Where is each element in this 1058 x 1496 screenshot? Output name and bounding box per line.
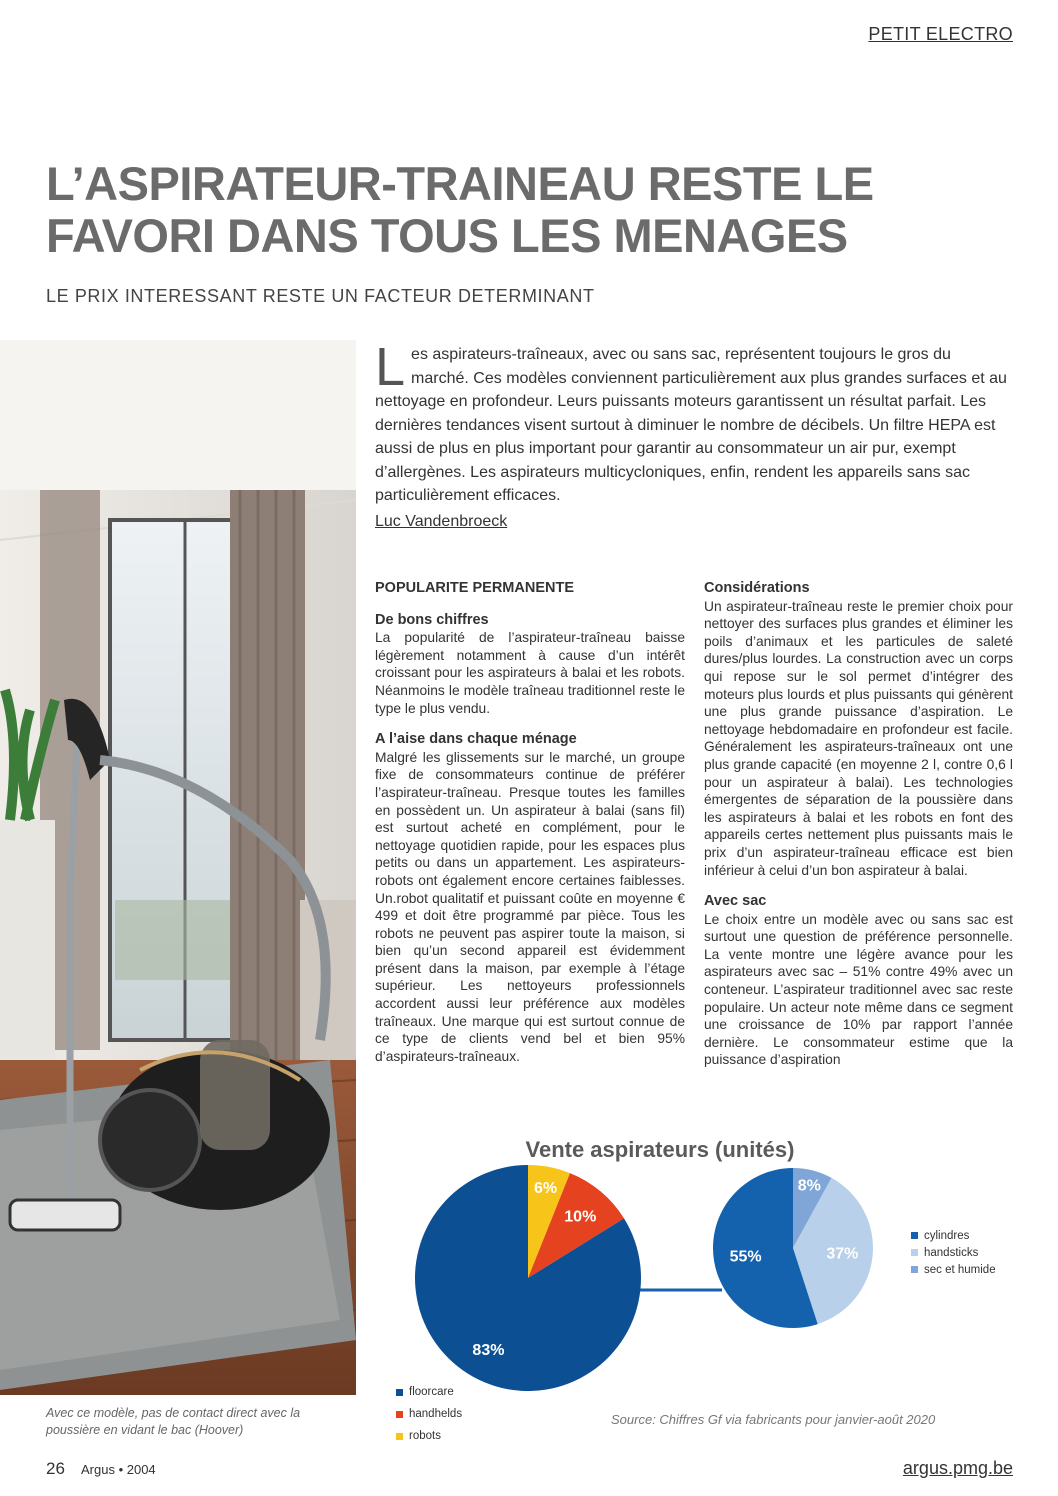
legend-main <box>396 1381 462 1447</box>
legend-label: robots <box>409 1430 441 1442</box>
paragraph: Un aspirateur-traîneau reste le premier choix pour nettoyer des surfaces plus grandes et éliminer les poils d’animaux et les particules de saleté dures/plus lourdes. La construction avec un corps qui repose sur le sol permet d’intégrer des moteurs plus lourds et plus puissants qui génèrent une plus grande puissance d’aspiration. Le nettoyage hebdomadaire en profondeur est facile. Généralement les aspirateurs-traîneaux ont une plus grande capacité (en moyenne 2 l, contre 0,6 l pour un aspirateur à balai). Les technologies émergentes de séparation de la poussière dans les aspirateurs à balai et les robots en font des appareils certes nettement plus puissants mais le prix d’un aspirateur-traîneau efficace est bien inférieur à celui d’un bon aspirateur à balai. <box>704 598 1013 878</box>
legend-detail <box>911 1227 996 1278</box>
text-column-right <box>704 580 1013 1083</box>
legend-label: cylindres <box>924 1229 970 1242</box>
legend-swatch <box>396 1411 403 1418</box>
legend-item-floorcare <box>396 1381 462 1403</box>
site-url-link[interactable]: argus.pmg.be <box>902 1458 1013 1478</box>
subheading: De bons chiffres <box>375 611 489 628</box>
slice-label-floorcare: 83% <box>472 1342 505 1360</box>
paragraph: Le choix entre un modèle avec ou sans sac est surtout une question de préférence personnelle. La vente montre une légère avance pour les aspirateurs avec sac – 51% contre 49% avec un conteneur. L’aspirateur traditionnel avec sac reste populaire. Un acteur note même dans ce segment une croissance de 10% par rapport l’année dernière. Le consommateur estime que la puissance d’aspiration <box>704 911 1013 1068</box>
subheading: Avec sac <box>704 893 767 910</box>
legend-item-sec-et-humide <box>911 1261 996 1278</box>
page-number: 26 <box>46 1459 65 1478</box>
legend-item-handsticks <box>911 1244 996 1261</box>
slice-label-cylindres: 55% <box>729 1248 762 1266</box>
legend-swatch <box>396 1433 403 1440</box>
drop-cap: L <box>375 337 406 397</box>
intro-paragraph <box>375 337 1013 508</box>
photo-caption: Avec ce modèle, pas de contact direct avec la poussière en vidant le bac (Hoover) <box>46 1406 301 1437</box>
subheading: Considérations <box>704 580 810 596</box>
pie-charts <box>360 1160 960 1405</box>
legend-swatch <box>911 1232 918 1239</box>
article-subtitle: LE PRIX INTERESSANT RESTE UN FACTEUR DETERMINANT <box>46 286 595 306</box>
legend-item-cylindres <box>911 1227 996 1244</box>
paragraph: La popularité de l’aspirateur-traîneau baisse légèrement notamment à cause d’un intérêt croissant pour les aspirateurs à balai et les robots. Néanmoins le modèle traîneau traditionnel reste le type le plus vendu. <box>375 630 685 716</box>
slice-label-robots: 6% <box>533 1180 558 1198</box>
legend-swatch <box>911 1249 918 1256</box>
legend-label: sec et humide <box>924 1263 996 1276</box>
legend-label: handsticks <box>924 1246 979 1259</box>
text-column-left <box>375 580 685 1079</box>
author-byline[interactable]: Luc Vandenbroeck <box>375 513 508 530</box>
legend-item-handhelds <box>396 1403 462 1425</box>
intro-text: es aspirateurs-traîneaux, avec ou sans sac, représentent toujours le gros du marché. Ces modèles conviennent particulièrement aux plus grandes surfaces et au nettoyage en profondeur. Leurs puissants moteurs garantissent un résultat parfait. Les dernières tendances visent surtout à diminuer le nombre de décibels. Un filtre HEPA est aussi de plus en plus important pour garantir au consommateur un air pur, exempt d’allergènes. Les aspirateurs multicycloniques, enfin, rendent les appareils sans sac particulièrement efficaces. <box>375 346 1007 504</box>
legend-swatch <box>396 1389 403 1396</box>
publication-name: Argus • 2004 <box>81 1462 156 1477</box>
legend-label: handhelds <box>409 1408 463 1420</box>
slice-label-handhelds: 10% <box>564 1208 597 1226</box>
section-heading: POPULARITE PERMANENTE <box>375 580 574 596</box>
chart-title: Vente aspirateurs (unités) <box>525 1137 795 1162</box>
slice-label-sec-et-humide: 8% <box>797 1177 821 1195</box>
subheading: A l’aise dans chaque ménage <box>375 731 577 748</box>
article-title: L’ASPIRATEUR-TRAINEAU RESTE LE FAVORI DANS TOUS LES MENAGES <box>46 157 874 262</box>
legend-swatch <box>911 1266 918 1273</box>
paragraph: Malgré les glissements sur le marché, un groupe fixe de consommateurs continue de préférer l’aspirateur-traîneau. Presque toutes les familles en possèdent un. Un aspirateur à balai (sans fil) est surtout acheté en complément, pour le nettoyage quotidien rapide, pour les espaces plus petits ou dans un appartement. Les aspirateurs-robots ont également encore certaines faiblesses. Un.robot qualitatif et puissant coûte en moyenne € 499 et doit être programmé par pièce. Tous les robots ne peuvent pas aspirer toute la maison, si bien qu’un second appareil est évidemment présent dans la maison, par exemple à l’étage supérieur. Les nettoyeurs professionnels accordent aussi leur préférence aux modèles traîneaux. Une marque qui est surtout connue de ce type de clients vend bel et bien 95% d’aspirateurs-traîneaux. <box>375 749 685 1064</box>
vacuum-photo <box>0 340 356 1395</box>
chart-source: Source: Chiffres Gf via fabricants pour janvier-août 2020 <box>611 1412 936 1427</box>
legend-item-robots <box>396 1425 462 1447</box>
section-label: PETIT ELECTRO <box>868 24 1013 44</box>
legend-label: floorcare <box>409 1386 454 1398</box>
slice-label-handsticks: 37% <box>826 1245 859 1263</box>
